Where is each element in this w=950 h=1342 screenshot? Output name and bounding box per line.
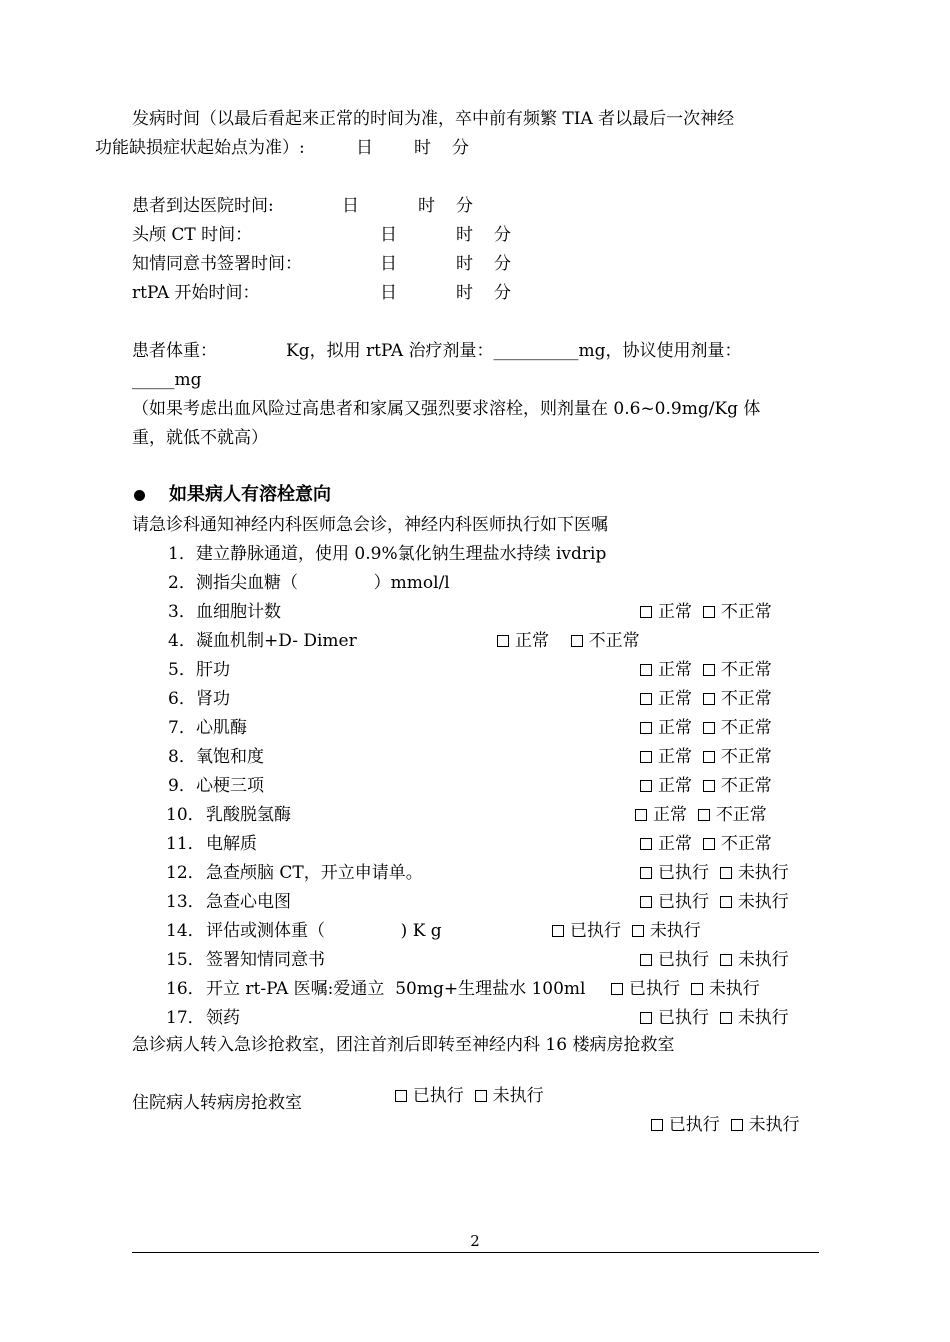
option-checkbox[interactable] [640,722,652,734]
option-checkbox[interactable] [640,780,652,792]
option-checkbox[interactable] [703,664,715,676]
option-checkbox[interactable] [640,606,652,618]
order-options [552,920,701,942]
order-number: 10． [166,805,205,825]
time-rtpa-day: 日 [380,283,397,303]
time-consent-hour: 时 [456,254,473,274]
option-label: 已执行 [629,979,680,999]
order-options [635,804,767,826]
order-number: 9． [168,776,196,796]
option-label: 正常 [658,689,692,709]
time-ct-label: 头颅 CT 时间： [132,225,253,245]
order-options [640,862,789,884]
er-transfer-text: 急诊病人转入急诊抢救室，团注首剂后即转至神经内科 16 楼病房抢救室 [132,1035,675,1055]
option-label: 不正常 [720,602,772,622]
order-options [497,630,640,652]
option-label: 已执行 [658,950,709,970]
option-checkbox[interactable] [720,1012,732,1024]
inp-done-checkbox[interactable] [651,1119,663,1131]
time-rtpa-minute: 分 [494,283,511,303]
order-options [640,775,772,797]
order-text: 评估或测体重（ ) K g [206,921,442,941]
option-label: 正常 [658,602,692,622]
time-consent-label: 知情同意书签署时间： [132,254,302,274]
order-number: 16． [166,979,205,999]
option-checkbox[interactable] [703,606,715,618]
inpatient-transfer-text: 住院病人转病房抢救室 [132,1093,302,1113]
option-label: 不正常 [588,631,640,651]
section-intro: 请急诊科通知神经内科医师急会诊，神经内科医师执行如下医嘱 [132,515,608,535]
order-options [640,601,772,623]
option-checkbox[interactable] [720,896,732,908]
order-options [640,746,772,768]
order-options [640,717,772,739]
order-text: 肾功 [196,689,230,709]
order-options [640,891,789,913]
order-text: 急查颅脑 CT，开立申请单。 [206,863,423,883]
order-text: 签署知情同意书 [206,950,325,970]
option-checkbox[interactable] [703,693,715,705]
order-text: 建立静脉通道，使用 0.9%氯化钠生理盐水持续 ivdrip [196,544,607,564]
option-label: 不正常 [720,718,772,738]
option-label: 正常 [653,805,687,825]
option-label: 正常 [658,718,692,738]
dose-note-1: （如果考虑出血风险过高患者和家属又强烈要求溶栓，则剂量在 0.6~0.9mg/Kg 体 [132,399,761,419]
order-text: 凝血机制+D- Dimer [196,631,357,651]
option-checkbox[interactable] [698,809,710,821]
option-checkbox[interactable] [703,722,715,734]
option-checkbox[interactable] [571,635,583,647]
order-number: 7． [168,718,196,738]
time-ct-day: 日 [380,225,397,245]
option-checkbox[interactable] [611,983,623,995]
time-arrival-hour: 时 [418,196,435,216]
option-checkbox[interactable] [632,925,644,937]
option-label: 正常 [658,660,692,680]
option-label: 未执行 [708,979,760,999]
order-number: 3． [168,602,196,622]
order-text: 氧饱和度 [196,747,264,767]
order-number: 2． [168,573,196,593]
er-notdone-checkbox[interactable] [475,1090,487,1102]
time-ct-minute: 分 [494,225,511,245]
order-text: 急查心电图 [206,892,291,912]
option-label: 不正常 [720,689,772,709]
agreed-dose: _____mg [132,370,202,390]
order-text: 心肌酶 [196,718,247,738]
time-arrival-minute: 分 [456,196,473,216]
onset-line-2: 功能缺损症状起始点为准）: [95,138,305,158]
bullet-icon [134,490,145,501]
order-text: 测指尖血糖（ ）mmol/l [196,573,450,593]
time-arrival-label: 患者到达医院时间: [132,196,274,216]
option-label: 不正常 [715,805,767,825]
order-options [640,949,789,971]
option-label: 正常 [658,776,692,796]
inp-notdone-checkbox[interactable] [731,1119,743,1131]
option-label: 未执行 [737,950,789,970]
option-checkbox[interactable] [640,1012,652,1024]
order-text: 领药 [206,1008,240,1028]
option-label: 正常 [515,631,549,651]
onset-hour: 时 [414,138,431,158]
section-heading: 如果病人有溶栓意向 [169,484,331,505]
inp-done-label: 已执行 [668,1115,720,1135]
order-number: 12． [166,863,205,883]
order-number: 8． [168,747,196,767]
order-number: 17． [166,1008,205,1028]
option-label: 已执行 [570,921,621,941]
order-number: 1． [168,544,196,564]
order-number: 13． [166,892,205,912]
option-checkbox[interactable] [640,751,652,763]
er-notdone-label: 未执行 [492,1086,544,1106]
order-text: 电解质 [206,834,257,854]
option-checkbox[interactable] [640,664,652,676]
option-checkbox[interactable] [640,954,652,966]
time-consent-minute: 分 [494,254,511,274]
order-options [640,688,772,710]
option-checkbox[interactable] [720,954,732,966]
option-checkbox[interactable] [635,809,647,821]
option-label: 不正常 [720,776,772,796]
option-label: 未执行 [737,863,789,883]
option-checkbox[interactable] [640,896,652,908]
option-checkbox[interactable] [640,867,652,879]
option-checkbox[interactable] [640,838,652,850]
time-ct-hour: 时 [456,225,473,245]
option-checkbox[interactable] [703,751,715,763]
dose-text: Kg，拟用 rtPA 治疗剂量：__________mg，协议使用剂量： [286,341,742,361]
inpatient-transfer-options [640,1092,800,1136]
option-checkbox[interactable] [497,635,509,647]
order-options [640,659,772,681]
order-text: 开立 rt-PA 医嘱:爱通立 50mg+生理盐水 100ml [206,979,586,999]
order-text: 乳酸脱氢酶 [206,805,291,825]
order-text: 肝功 [196,660,230,680]
option-checkbox[interactable] [552,925,564,937]
option-checkbox[interactable] [720,867,732,879]
option-label: 已执行 [658,892,709,912]
option-label: 未执行 [737,892,789,912]
option-label: 未执行 [649,921,701,941]
option-label: 不正常 [720,834,772,854]
footer-divider [132,1252,819,1253]
order-number: 6． [168,689,196,709]
order-number: 15． [166,950,205,970]
weight-label: 患者体重： [132,341,217,361]
order-options [640,1007,789,1029]
order-text: 血细胞计数 [196,602,281,622]
time-rtpa-label: rtPA 开始时间： [132,283,260,303]
order-number: 5． [168,660,196,680]
order-text: 心梗三项 [196,776,264,796]
option-checkbox[interactable] [703,838,715,850]
dose-note-2: 重，就低不就高） [132,428,268,448]
order-options [611,978,760,1000]
option-label: 未执行 [737,1008,789,1028]
time-arrival-day: 日 [342,196,359,216]
option-label: 正常 [658,834,692,854]
option-label: 不正常 [720,660,772,680]
onset-minute: 分 [452,138,469,158]
time-rtpa-hour: 时 [456,283,473,303]
option-checkbox[interactable] [691,983,703,995]
er-done-label: 已执行 [412,1086,464,1106]
page-number: 2 [470,1232,480,1250]
option-label: 正常 [658,747,692,767]
order-number: 4． [168,631,196,651]
onset-day: 日 [356,138,373,158]
option-label: 不正常 [720,747,772,767]
option-checkbox[interactable] [703,780,715,792]
order-number: 14． [166,921,205,941]
option-label: 已执行 [658,863,709,883]
option-label: 已执行 [658,1008,709,1028]
time-consent-day: 日 [380,254,397,274]
er-done-checkbox[interactable] [395,1090,407,1102]
option-checkbox[interactable] [640,693,652,705]
onset-line-1: 发病时间（以最后看起来正常的时间为准，卒中前有频繁 TIA 者以最后一次神经 [132,109,735,129]
er-transfer-options [384,1063,544,1107]
order-number: 11． [166,834,205,854]
order-options [640,833,772,855]
inp-notdone-label: 未执行 [748,1115,800,1135]
